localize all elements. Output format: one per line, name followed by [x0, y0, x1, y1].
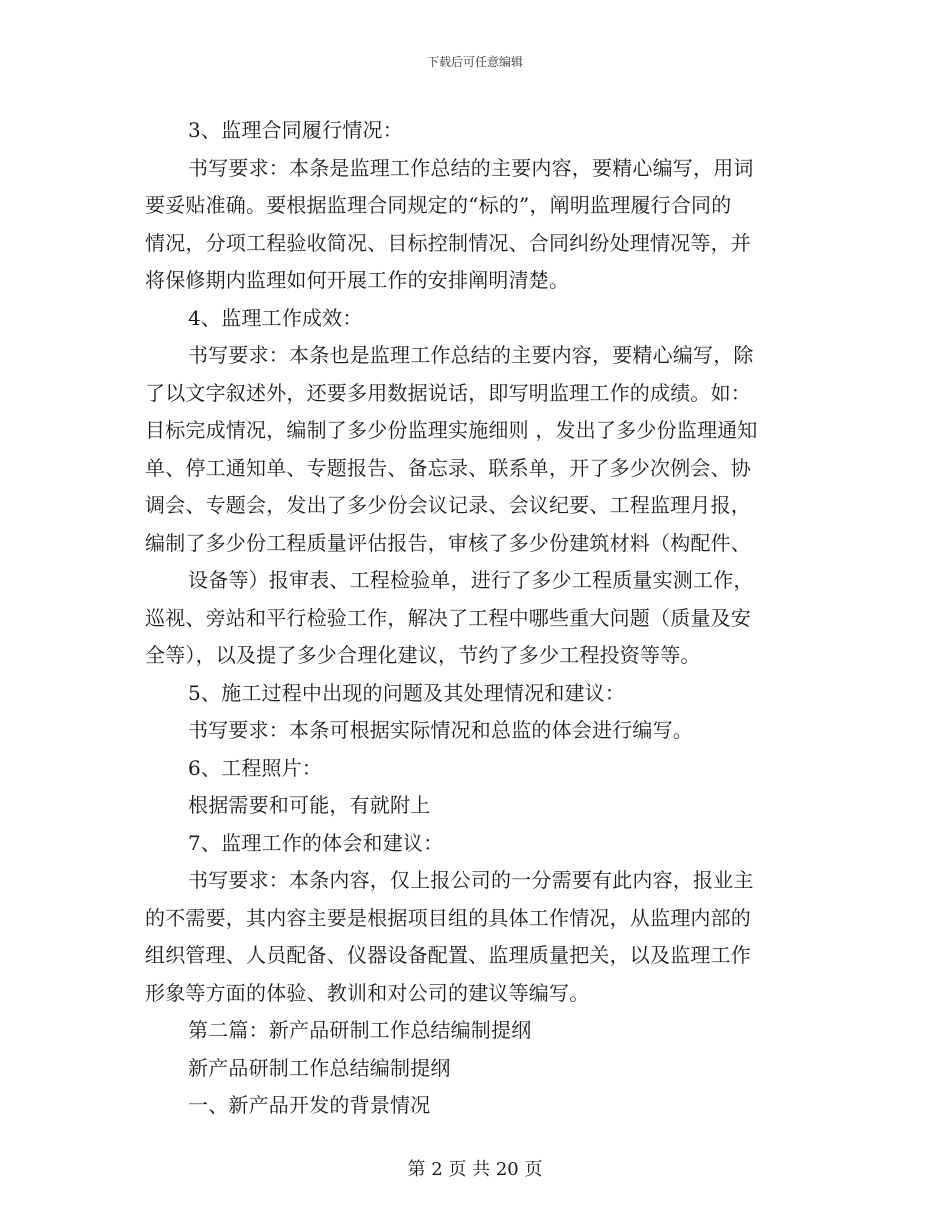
text-line: 目标完成情况，编制了多少份监理实施细则 ，发出了多少份监理通知 — [145, 418, 758, 442]
text-line: 设备等）报审表、工程检验单，进行了多少工程质量实测工作， — [188, 568, 754, 592]
text-line: 新产品研制工作总结编制提纲 — [188, 1055, 451, 1080]
text-line: 形象等方面的体验、教训和对公司的建议等编写。 — [145, 980, 590, 1005]
text-line: 第二篇：新产品研制工作总结编制提纲 — [188, 1018, 532, 1042]
text-line: 书写要求：本条是监理工作总结的主要内容，要精心编写，用词 — [188, 155, 754, 180]
text-line: 5、施工过程中出现的问题及其处理情况和建议： — [188, 680, 626, 705]
text-line: 3、监理合同履行情况： — [188, 118, 403, 142]
text-line: 巡视、旁站和平行检验工作，解决了工程中哪些重大问题（质量及安 — [145, 605, 751, 630]
text-line: 要妥贴准确。要根据监理合同规定的“标的”，阐明监理履行合同的 — [145, 193, 732, 217]
document-body — [145, 112, 805, 1125]
page-footer: 第 2 页 共 20 页 — [407, 1159, 543, 1180]
text-line: 6、工程照片： — [188, 755, 323, 780]
page-header: 下载后可任意编辑 — [426, 55, 523, 69]
text-line: 了以文字叙述外，还要多用数据说话，即写明监理工作的成绩。如： — [145, 380, 751, 405]
text-line: 书写要求：本条可根据实际情况和总监的体会进行编写。 — [188, 718, 693, 742]
text-line: 的不需要，其内容主要是根据项目组的具体工作情况，从监理内部的 — [145, 905, 751, 930]
text-line: 一、新产品开发的背景情况 — [188, 1093, 431, 1117]
text-line: 单、停工通知单、专题报告、备忘录、联系单，开了多少次例会、协 — [145, 455, 751, 480]
text-line: 全等），以及提了多少合理化建议，节约了多少工程投资等等。 — [145, 643, 701, 667]
text-line: 根据需要和可能，有就附上 — [188, 793, 431, 817]
text-line: 将保修期内监理如何开展工作的安排阐明清楚。 — [145, 268, 570, 292]
text-line: 组织管理、人员配备、仪器设备配置、监理质量把关，以及监理工作 — [145, 943, 751, 967]
text-line: 编制了多少份工程质量评估报告，审核了多少份建筑材料（构配件、 — [145, 530, 751, 555]
text-line: 情况，分项工程验收简况、目标控制情况、合同纠纷处理情况等，并 — [145, 230, 751, 255]
text-line: 4、监理工作成效： — [188, 305, 363, 330]
text-line: 调会、专题会，发出了多少份会议记录、会议纪要、工程监理月报， — [145, 493, 751, 517]
text-line: 7、监理工作的体会和建议： — [188, 830, 444, 855]
text-line: 书写要求：本条也是监理工作总结的主要内容，要精心编写，除 — [188, 343, 754, 367]
text-line: 书写要求：本条内容，仅上报公司的一分需要有此内容，报业主 — [188, 868, 754, 892]
